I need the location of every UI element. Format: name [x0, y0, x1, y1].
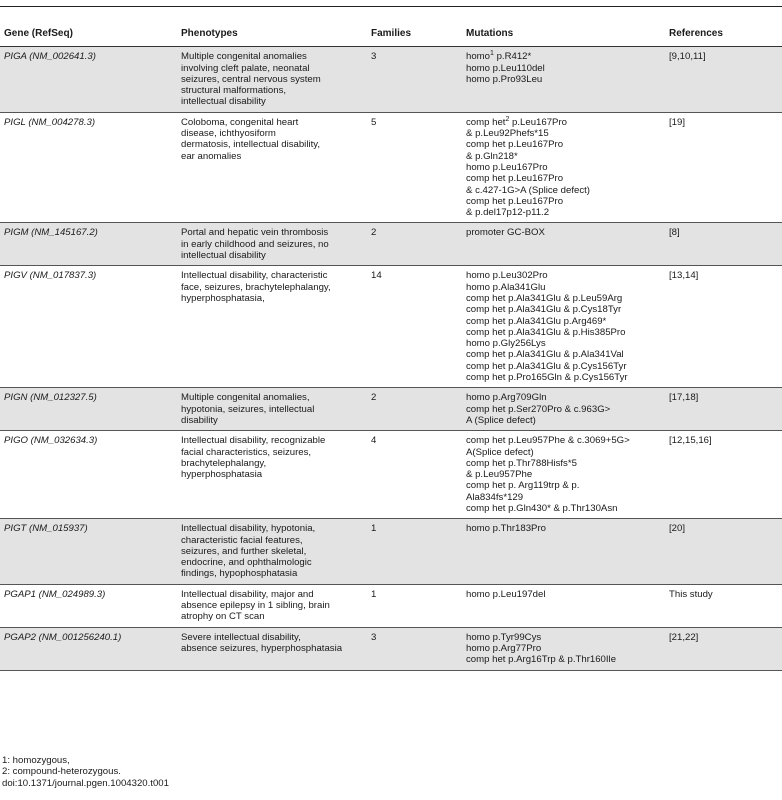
mutation-text: comp het p.Ser270Pro & c.963G> [466, 403, 611, 415]
phenotype-line: dermatosis, intellectual disability, [181, 139, 320, 151]
phenotype-line: findings, hypophosphatasia [181, 568, 298, 580]
mutation-text: comp het p.Pro165Gln & p.Cys156Tyr [466, 372, 628, 384]
phenotype-line: face, seizures, brachytelephalangy, [181, 281, 331, 293]
doi-note: doi:10.1371/journal.pgen.1004320.t001 [2, 777, 169, 789]
mutation-text: & p.Gln218* [466, 150, 518, 162]
mutation-line [466, 404, 661, 415]
mutation-line [466, 492, 661, 503]
header-mutations: Mutations [462, 24, 665, 47]
phenotype-line: absence seizures, hyperphosphatasia [181, 642, 343, 654]
gene-cell: PGAP1 (NM_024989.3) [0, 584, 177, 627]
phenotype-line: in early childhood and seizures, no [181, 238, 329, 250]
mutation-text: homo p.Arg709Gln [466, 392, 547, 404]
footnote-marker: 2 [505, 115, 510, 123]
mutation-text: homo p.Pro93Leu [466, 73, 543, 85]
mutation-text: comp het p.Ala341Glu & p.Cys18Tyr [466, 304, 622, 316]
table-row [0, 47, 782, 112]
mutations-cell [462, 266, 665, 388]
phenotype-line: brachytelephalangy, [181, 457, 267, 469]
table-row [0, 388, 782, 431]
header-references: References [665, 24, 782, 47]
table-body [0, 47, 782, 670]
footnote-compound-heterozygous: 2: compound-heterozygous. [2, 766, 121, 778]
mutation-line [466, 117, 661, 128]
families-cell: 4 [367, 431, 462, 519]
families-cell: 3 [367, 627, 462, 670]
gene-cell: PGAP2 (NM_001256240.1) [0, 627, 177, 670]
footnote-marker: 1 [490, 50, 494, 58]
mutation-text: homo p.Leu302Pro [466, 270, 548, 282]
families-cell: 1 [367, 519, 462, 584]
references-cell: [13,14] [665, 266, 782, 388]
mutation-text: Ala834fs*129 [466, 491, 524, 503]
mutation-line [466, 415, 661, 426]
mutations-cell [462, 47, 665, 112]
mutation-line [466, 361, 661, 372]
mutation-text: comp het [466, 116, 506, 128]
phenotype-line: Intellectual disability, recognizable [181, 435, 326, 447]
phenotypes-cell [177, 584, 367, 627]
mutation-text: comp het p.Leu167Pro [466, 139, 564, 151]
mutation-text: & p.Leu92Phefs*15 [466, 128, 549, 140]
table-row [0, 112, 782, 223]
phenotype-line: atrophy on CT scan [181, 611, 265, 623]
mutation-line [466, 227, 661, 238]
mutation-text: & p.del17p12-p11.2 [466, 207, 550, 219]
families-cell: 2 [367, 388, 462, 431]
table-row [0, 266, 782, 388]
mutation-line [466, 128, 661, 139]
mutation-text: comp het p. Arg119trp & p. [466, 480, 580, 492]
mutation-text: comp het p.Ala341Glu & p.Leu59Arg [466, 292, 623, 304]
phenotypes-cell [177, 223, 367, 266]
references-cell: [19] [665, 112, 782, 223]
mutation-text: homo p.Ala341Glu [466, 281, 546, 293]
gene-cell: PIGA (NM_002641.3) [0, 47, 177, 112]
references-cell: [8] [665, 223, 782, 266]
table-header-row [0, 24, 782, 47]
mutations-cell [462, 112, 665, 223]
mutations-cell [462, 584, 665, 627]
mutation-text: homo p.Leu197del [466, 588, 546, 600]
mutation-line [466, 207, 661, 218]
mutation-text: p.Leu167Pro [509, 116, 567, 128]
families-cell: 2 [367, 223, 462, 266]
mutation-line [466, 503, 661, 514]
phenotype-line: intellectual disability [181, 250, 266, 262]
mutation-text: comp het p.Leu167Pro [466, 173, 564, 185]
mutation-text: homo p.Thr183Pro [466, 523, 546, 535]
mutation-line [466, 173, 661, 184]
phenotype-line: facial characteristics, seizures, [181, 446, 312, 458]
mutation-line [466, 162, 661, 173]
gene-mutation-table [0, 24, 782, 671]
mutation-line [466, 338, 661, 349]
mutation-text: homo [466, 51, 490, 63]
mutation-line [466, 151, 661, 162]
table-row [0, 431, 782, 519]
mutation-line [466, 74, 661, 85]
mutation-text: comp het p.Thr788Hisfs*5 [466, 457, 577, 469]
mutation-text: A(Splice defect) [466, 446, 534, 458]
mutation-text: comp het p.Ala341Glu & p.Cys156Tyr [466, 360, 627, 372]
references-cell: This study [665, 584, 782, 627]
mutation-text: comp het p.Ala341Glu & p.His385Pro [466, 326, 626, 338]
mutation-line [466, 589, 661, 600]
phenotype-line: Intellectual disability, major and [181, 588, 314, 600]
mutations-cell [462, 223, 665, 266]
mutation-text: homo p.Tyr99Cys [466, 631, 542, 643]
mutation-line [466, 480, 661, 491]
phenotype-line: structural malformations, [181, 85, 287, 97]
footnote-homozygous: 1: homozygous, [2, 755, 70, 766]
table-row [0, 627, 782, 670]
mutation-text: comp het p.Gln430* & p.Thr130Asn [466, 502, 618, 514]
references-cell: [20] [665, 519, 782, 584]
phenotype-line: seizures, central nervous system [181, 73, 321, 85]
phenotype-line: characteristic facial features, [181, 534, 303, 546]
phenotypes-cell [177, 519, 367, 584]
gene-cell: PIGM (NM_145167.2) [0, 223, 177, 266]
phenotype-line: Portal and hepatic vein thrombosis [181, 227, 329, 239]
phenotype-line: disability [181, 414, 218, 426]
mutation-text: & c.427-1G>A (Splice defect) [466, 184, 590, 196]
header-gene: Gene (RefSeq) [0, 24, 177, 47]
mutations-cell [462, 388, 665, 431]
mutation-line [466, 523, 661, 534]
phenotype-line: Intellectual disability, hypotonia, [181, 523, 316, 535]
references-cell: [9,10,11] [665, 47, 782, 112]
gene-cell: PIGV (NM_017837.3) [0, 266, 177, 388]
mutation-line [466, 293, 661, 304]
phenotype-line: hypotonia, seizures, intellectual [181, 403, 315, 415]
phenotype-line: Multiple congenital anomalies [181, 51, 307, 63]
phenotypes-cell [177, 388, 367, 431]
table-row [0, 584, 782, 627]
phenotype-line: seizures, and further skeletal, [181, 545, 307, 557]
mutation-line [466, 304, 661, 315]
families-cell: 5 [367, 112, 462, 223]
table-row [0, 519, 782, 584]
mutation-text: p.R412* [493, 51, 532, 63]
mutation-line [466, 447, 661, 458]
gene-cell: PIGN (NM_012327.5) [0, 388, 177, 431]
top-rule [0, 6, 782, 7]
phenotype-line: Intellectual disability, characteristic [181, 270, 328, 282]
mutation-text: comp het p.Ala341Glu & p.Ala341Val [466, 349, 624, 361]
phenotype-line: ear anomalies [181, 150, 242, 162]
phenotypes-cell [177, 112, 367, 223]
phenotype-line: involving cleft palate, neonatal [181, 62, 310, 74]
mutations-cell [462, 627, 665, 670]
phenotype-line: absence epilepsy in 1 sibling, brain [181, 600, 330, 612]
mutation-line [466, 270, 661, 281]
mutation-text: comp het p.Leu167Pro [466, 195, 564, 207]
references-cell: [12,15,16] [665, 431, 782, 519]
mutation-text: comp het p.Leu957Phe & c.3069+5G> [466, 435, 630, 447]
table-row [0, 223, 782, 266]
phenotype-line: Severe intellectual disability, [181, 631, 301, 643]
phenotype-line: endocrine, and ophthalmologic [181, 557, 312, 569]
mutation-text: homo p.Leu110del [466, 62, 545, 74]
header-families: Families [367, 24, 462, 47]
mutation-text: homo p.Leu167Pro [466, 161, 548, 173]
mutation-line [466, 139, 661, 150]
footnotes [2, 755, 169, 789]
mutation-text: homo p.Gly256Lys [466, 338, 546, 350]
mutation-line [466, 316, 661, 327]
mutation-text: promoter GC-BOX [466, 227, 545, 239]
mutation-line [466, 372, 661, 383]
header-phenotypes: Phenotypes [177, 24, 367, 47]
mutation-line [466, 196, 661, 207]
mutation-line [466, 349, 661, 360]
mutation-text: comp het p.Arg16Trp & p.Thr160Ile [466, 654, 617, 666]
phenotypes-cell [177, 47, 367, 112]
mutations-cell [462, 431, 665, 519]
families-cell: 1 [367, 584, 462, 627]
mutation-line [466, 282, 661, 293]
phenotype-line: hyperphosphatasia [181, 469, 263, 481]
phenotype-line: Coloboma, congenital heart [181, 116, 299, 128]
phenotype-line: Multiple congenital anomalies, [181, 392, 310, 404]
gene-cell: PIGT (NM_015937) [0, 519, 177, 584]
mutation-line [466, 63, 661, 74]
mutation-line [466, 392, 661, 403]
mutation-text: A (Splice defect) [466, 414, 536, 426]
mutation-text: & p.Leu957Phe [466, 469, 533, 481]
mutation-line [466, 643, 661, 654]
mutation-line [466, 327, 661, 338]
mutation-line [466, 435, 661, 446]
mutation-line [466, 654, 661, 665]
phenotype-line: disease, ichthyosiform [181, 128, 276, 140]
references-cell: [17,18] [665, 388, 782, 431]
mutation-line [466, 469, 661, 480]
mutation-line [466, 51, 661, 62]
mutation-text: comp het p.Ala341Glu p.Arg469* [466, 315, 607, 327]
phenotype-line: hyperphosphatasia, [181, 292, 265, 304]
mutation-line [466, 632, 661, 643]
gene-cell: PIGL (NM_004278.3) [0, 112, 177, 223]
mutation-text: homo p.Arg77Pro [466, 642, 542, 654]
phenotypes-cell [177, 266, 367, 388]
gene-cell: PIGO (NM_032634.3) [0, 431, 177, 519]
references-cell: [21,22] [665, 627, 782, 670]
families-cell: 14 [367, 266, 462, 388]
phenotypes-cell [177, 627, 367, 670]
mutation-line [466, 185, 661, 196]
mutation-line [466, 458, 661, 469]
phenotypes-cell [177, 431, 367, 519]
families-cell: 3 [367, 47, 462, 112]
phenotype-line: intellectual disability [181, 96, 266, 108]
mutations-cell [462, 519, 665, 584]
